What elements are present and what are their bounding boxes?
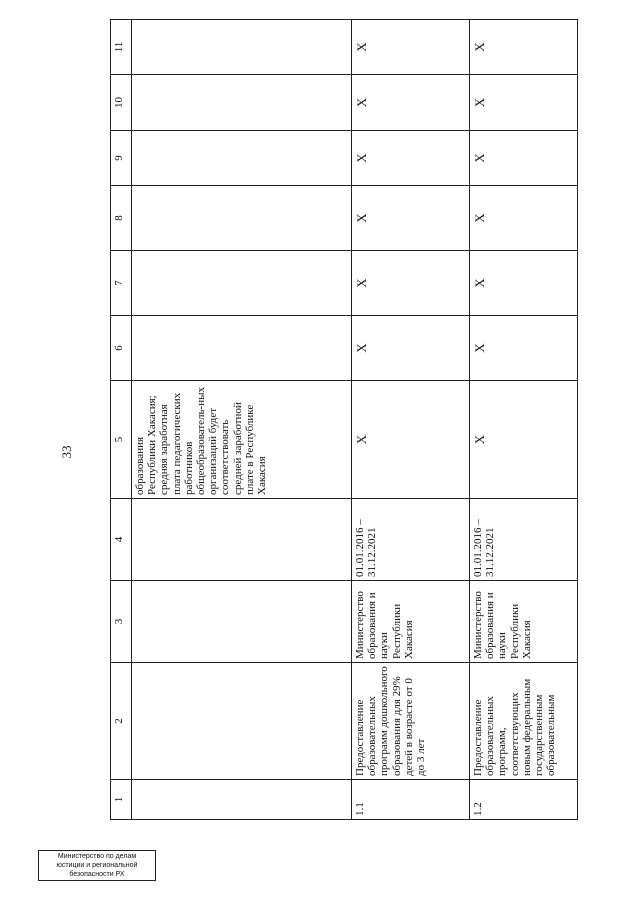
term-cell: 01.01.2016 – 31.12.2021 — [470, 499, 578, 581]
table-row — [352, 20, 470, 820]
mark-cell: Х — [470, 131, 578, 186]
mark-cell: Х — [470, 20, 578, 75]
header-row — [111, 20, 132, 820]
row-number-cell: 1.2 — [470, 780, 578, 820]
mark-cell: Х — [470, 75, 578, 131]
table-row-continuation — [132, 20, 352, 820]
executor-cell: Министерство образования и науки Республики Хакасия — [470, 581, 578, 663]
mark-cell: Х — [352, 75, 470, 131]
row-number-cell: 1.1 — [352, 780, 470, 820]
page-number: 33 — [59, 445, 74, 459]
mark-cell: Х — [352, 251, 470, 316]
result-text-cell: образования Республики Хакасия; средняя заработная плата педагогических работников общеобразователь-ных организаций будет соответствовать средней заработной плате в Республике Хакасия — [132, 381, 352, 499]
header-cell: 10 — [111, 75, 132, 131]
header-cell: 7 — [111, 251, 132, 316]
mark-cell: Х — [352, 316, 470, 381]
mark-cell: Х — [352, 131, 470, 186]
mark-cell: Х — [470, 381, 578, 499]
table-row — [470, 20, 578, 820]
table-cell — [132, 663, 352, 780]
activity-name-cell: Предоставление образовательных программ дошкольного образования для 29% детей в возрасте от 0 до 3 лет — [352, 663, 470, 780]
header-cell: 8 — [111, 186, 132, 251]
table-cell — [132, 251, 352, 316]
mark-cell: Х — [352, 381, 470, 499]
mark-cell: Х — [352, 186, 470, 251]
header-cell: 9 — [111, 131, 132, 186]
header-cell: 6 — [111, 316, 132, 381]
header-cell: 5 — [111, 381, 132, 499]
header-cell: 4 — [111, 499, 132, 581]
table-cell — [132, 20, 352, 75]
table-cell — [132, 186, 352, 251]
header-cell: 2 — [111, 663, 132, 780]
stamp-line: безопасности РХ — [69, 871, 125, 878]
registration-stamp — [38, 850, 156, 881]
header-cell: 11 — [111, 20, 132, 75]
table-cell — [132, 780, 352, 820]
table-cell — [132, 581, 352, 663]
table-cell — [132, 75, 352, 131]
table-cell — [132, 131, 352, 186]
mark-cell: Х — [470, 316, 578, 381]
stamp-line: юстиции и региональной — [56, 862, 138, 869]
table-cell — [132, 316, 352, 381]
executor-cell: Министерство образования и науки Республики Хакасия — [352, 581, 470, 663]
stamp-line: Министерство по делам — [57, 853, 137, 860]
rotated-table-wrapper — [110, 20, 580, 820]
mark-cell: Х — [470, 251, 578, 316]
mark-cell: Х — [470, 186, 578, 251]
term-cell: 01.01.2016 – 31.12.2021 — [352, 499, 470, 581]
program-table — [110, 19, 578, 820]
activity-name-cell: Предоставление образовательных программ, соответствующих новым федеральным государственным образовательным — [470, 663, 578, 780]
table-cell — [132, 499, 352, 581]
header-cell: 3 — [111, 581, 132, 663]
mark-cell: Х — [352, 20, 470, 75]
header-cell: 1 — [111, 780, 132, 820]
